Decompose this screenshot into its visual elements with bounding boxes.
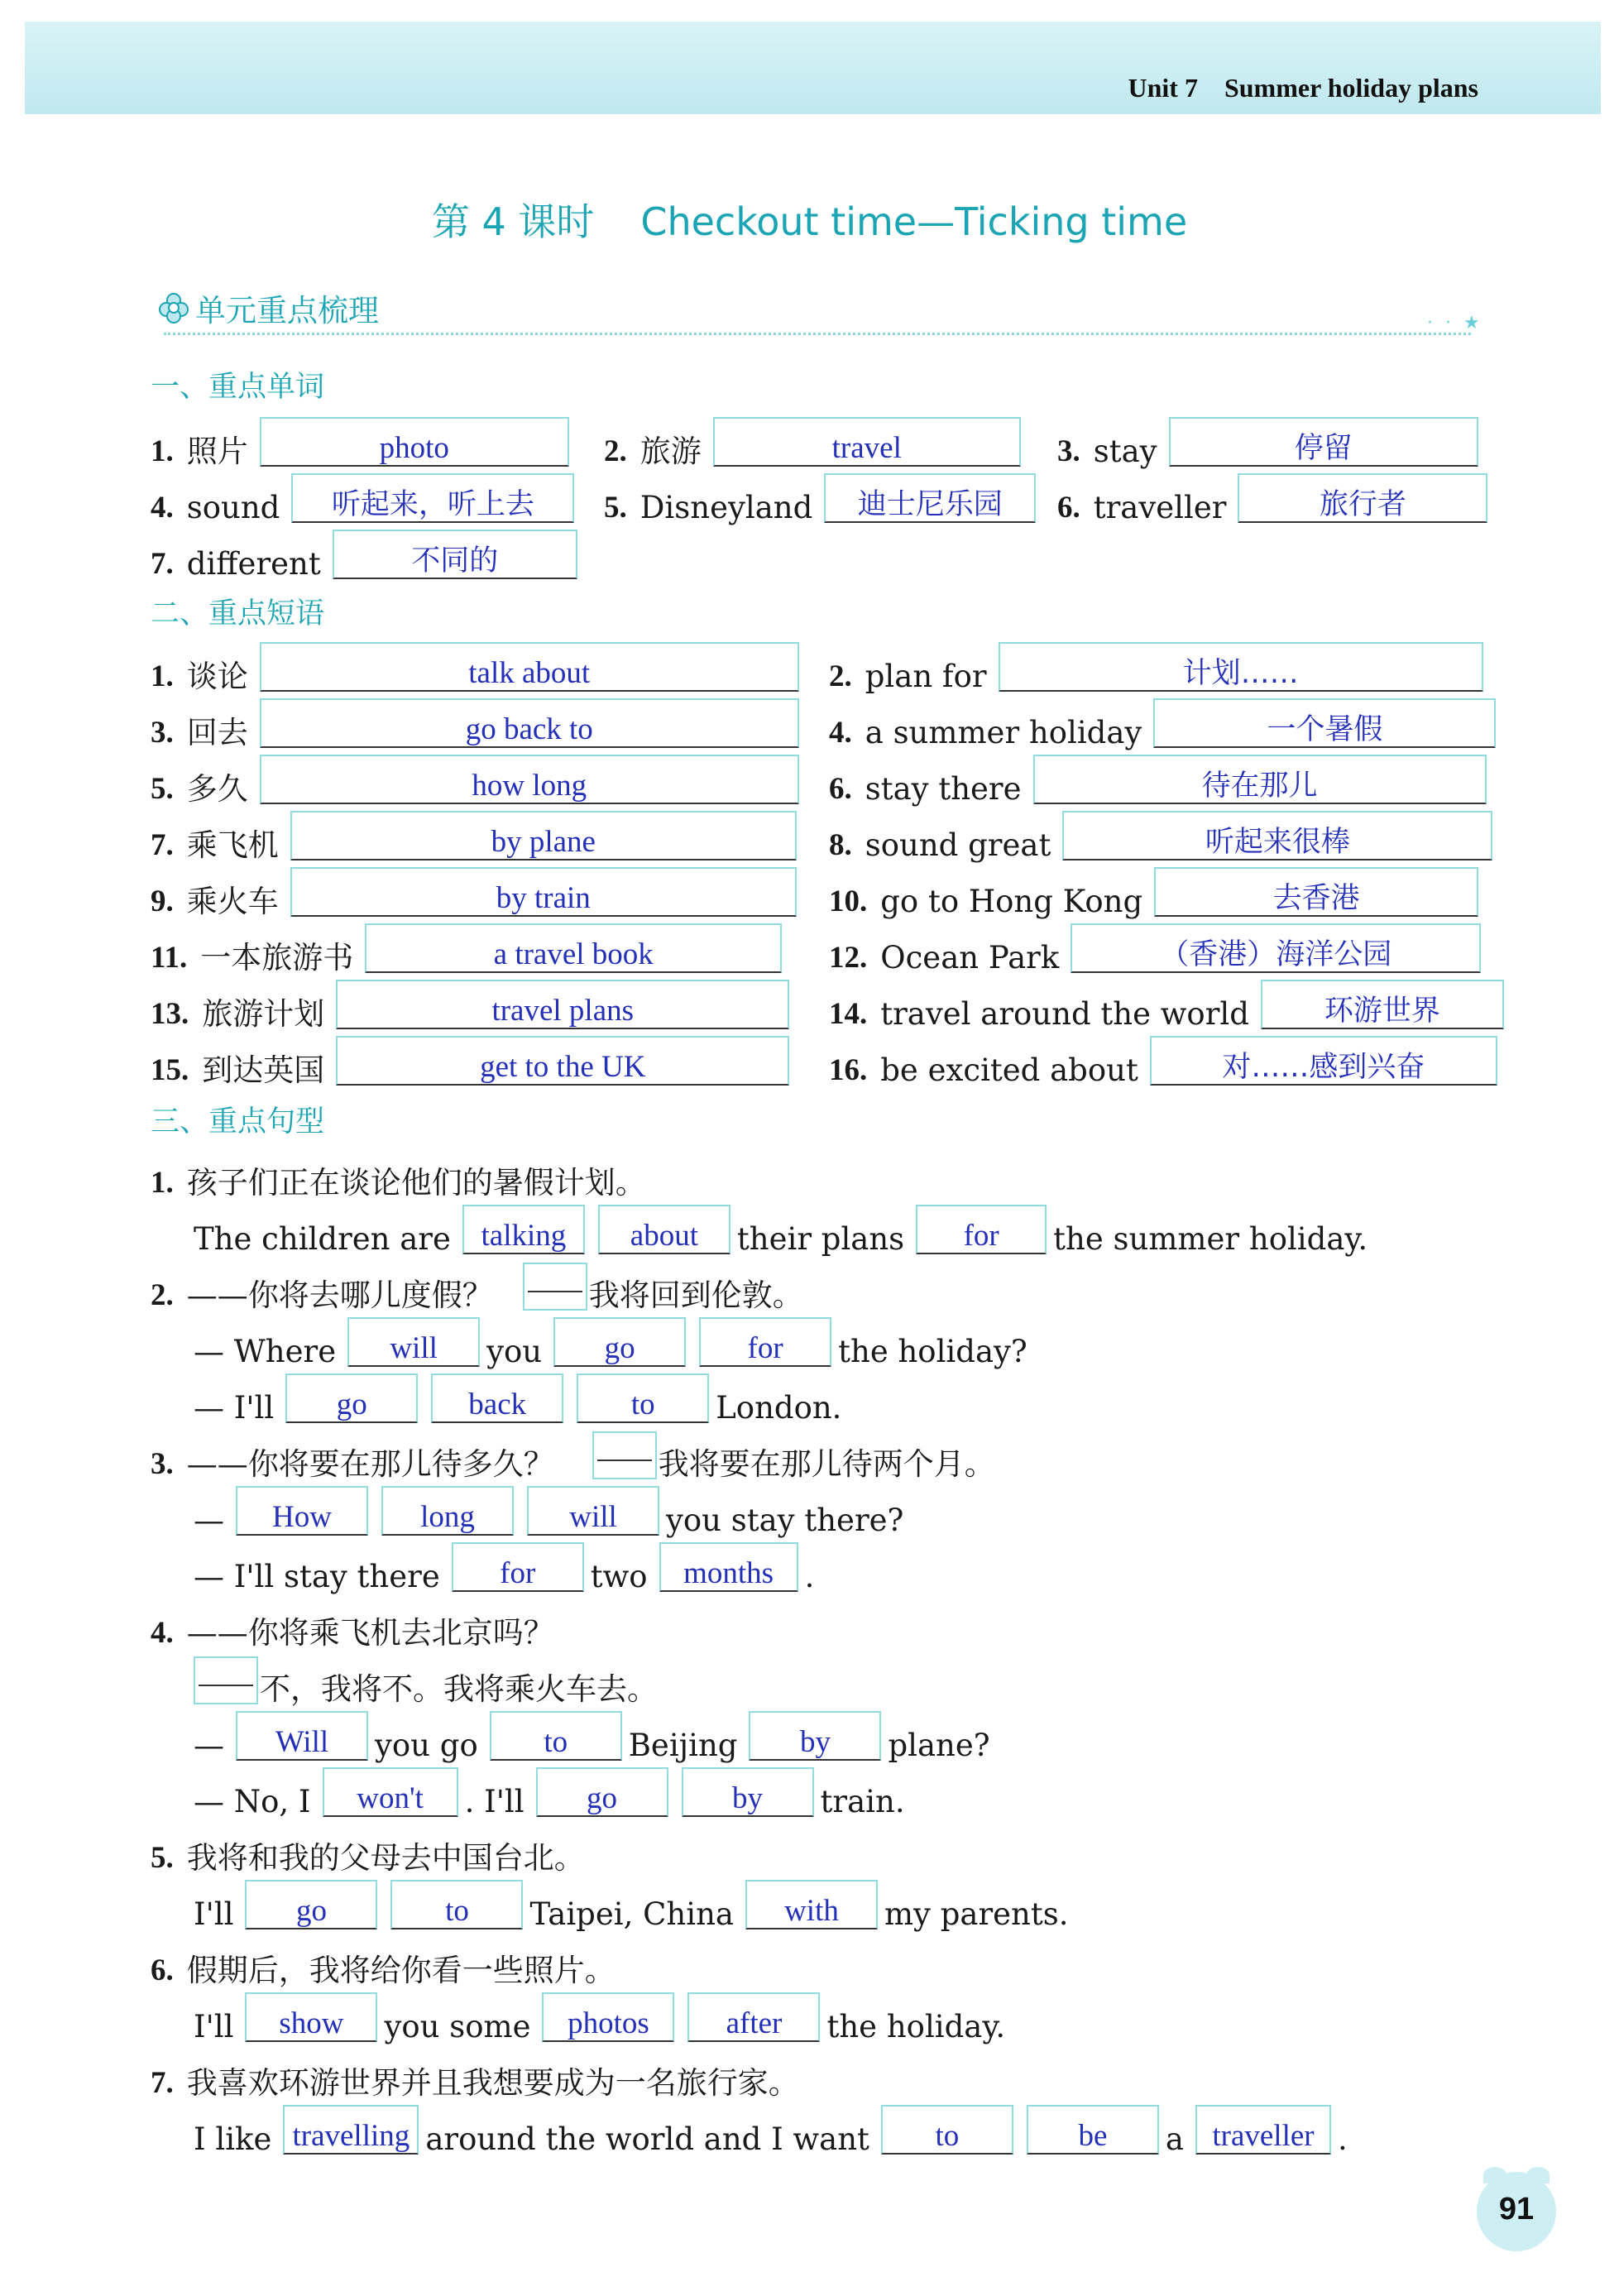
sentence-text: two [590, 1559, 648, 1594]
star-decoration-icon: · · ★ [1427, 313, 1483, 333]
item-prompt: 旅游 [639, 434, 702, 469]
unit-title: Summer holiday plans [1224, 73, 1478, 103]
sentence-text: the holiday. [826, 2009, 1006, 2044]
item-number: 11. [151, 941, 188, 975]
item-number: 1. [151, 1166, 174, 1200]
item-number: 8. [829, 828, 852, 862]
answer-blank[interactable]: to [577, 1373, 709, 1423]
word-item-2 [604, 414, 1027, 467]
chinese-prompt: ——你将去哪儿度假？ [186, 1277, 493, 1313]
page-number: 91 [1498, 2192, 1535, 2226]
section-divider [164, 333, 1471, 335]
sentence-5-cn [151, 1820, 590, 1876]
word-item-7 [151, 526, 584, 582]
phrase-item-10 [829, 864, 1485, 917]
answer-blank[interactable]: 去香港 [1154, 867, 1478, 917]
sentence-2-answer [194, 1370, 846, 1426]
sentence-7-en [194, 2102, 1353, 2155]
sentence-5-en [194, 1877, 1074, 1932]
sentence-3-cn [151, 1426, 1000, 1482]
answer-blank[interactable]: Will [236, 1711, 368, 1761]
answer-blank[interactable]: 一个暑假 [1153, 698, 1496, 748]
phrase-item-7 [151, 808, 803, 863]
sentence-text: Beijing [628, 1728, 738, 1763]
answer-blank[interactable]: back [431, 1373, 563, 1423]
item-prompt: travel around the world [880, 996, 1249, 1032]
word-item-5 [604, 470, 1042, 523]
word-item-1 [151, 414, 576, 467]
sentence-text: — I'll [194, 1390, 275, 1426]
item-prompt: Ocean Park [880, 940, 1060, 975]
flower-icon [157, 291, 190, 324]
answer-blank[interactable]: be [1027, 2105, 1159, 2155]
sentence-text: you [486, 1334, 543, 1369]
answer-blank[interactable]: to [390, 1880, 523, 1929]
phrase-item-3 [151, 695, 806, 748]
sentence-text: . [804, 1559, 815, 1594]
sentence-1-cn [151, 1145, 651, 1201]
answer-blank[interactable]: photos [542, 1992, 674, 2042]
item-prompt: 乘火车 [186, 884, 279, 919]
sentence-6-en [194, 1989, 1010, 2042]
item-prompt: sound [186, 490, 280, 525]
phrase-item-16 [829, 1033, 1504, 1086]
sentence-text: London. [716, 1390, 842, 1426]
page-number-badge [1477, 2172, 1556, 2251]
chinese-prompt: ——你将要在那儿待多久？ [186, 1446, 554, 1482]
phrase-item-11 [151, 920, 788, 973]
phrase-item-1 [151, 639, 806, 692]
item-prompt: stay [1093, 434, 1157, 469]
answer-blank[interactable]: go [245, 1880, 377, 1929]
sentence-text: — [194, 1728, 224, 1763]
item-prompt: Disneyland [639, 490, 813, 525]
item-number: 7. [151, 828, 174, 862]
sentence-text: — Where [194, 1334, 337, 1369]
unit-label: Unit 7 [1128, 73, 1198, 103]
item-number: 6. [1057, 491, 1080, 525]
sentence-text: you stay there? [666, 1503, 904, 1538]
item-number: 2. [829, 659, 852, 693]
item-number: 6. [151, 1953, 174, 1987]
answer-blank[interactable]: go back to [260, 698, 799, 748]
item-number: 9. [151, 884, 174, 918]
part2-heading: 二、重点短语 [151, 597, 325, 630]
answer-blank[interactable]: 旅行者 [1238, 473, 1487, 523]
part3-heading: 三、重点句型 [151, 1105, 325, 1138]
answer-blank[interactable]: about [598, 1205, 730, 1254]
answer-blank[interactable]: for [452, 1542, 584, 1592]
answer-blank[interactable]: photo [260, 417, 569, 467]
chinese-prompt: 假期后，我将给你看一些照片。 [186, 1953, 616, 1988]
item-number: 16. [829, 1053, 868, 1087]
item-prompt: be excited about [880, 1052, 1138, 1088]
sentence-text: I'll [194, 1896, 234, 1932]
sentence-text: plane? [888, 1728, 990, 1763]
item-number: 1. [151, 659, 174, 693]
sentence-1-en [194, 1201, 1372, 1257]
item-number: 1. [151, 434, 174, 468]
phrase-item-12 [829, 920, 1487, 973]
phrase-item-5 [151, 751, 806, 807]
item-number: 7. [151, 547, 174, 581]
item-prompt: traveller [1093, 490, 1227, 525]
chinese-prompt: 我喜欢环游世界并且我想要成为一名旅行家。 [186, 2065, 799, 2101]
answer-blank[interactable]: 环游世界 [1261, 980, 1504, 1029]
sentence-2-question [194, 1314, 1032, 1367]
sentence-text: around the world and I want [425, 2121, 869, 2157]
answer-blank[interactable]: by plane [290, 811, 797, 860]
sentence-text: — [194, 1503, 224, 1538]
answer-blank[interactable]: months [659, 1542, 798, 1592]
dash-mark [194, 1656, 258, 1704]
item-number: 3. [1057, 434, 1080, 468]
sentence-text: a [1165, 2121, 1184, 2157]
item-number: 13. [151, 997, 189, 1031]
item-number: 5. [151, 1841, 174, 1875]
sentence-text: you go [375, 1728, 478, 1763]
sentence-text: . [1337, 2121, 1348, 2157]
sentence-7-cn [151, 2045, 804, 2101]
section-title: 单元重点梳理 [195, 293, 379, 328]
item-prompt: stay there [865, 771, 1022, 807]
sentence-text: Taipei, China [529, 1896, 734, 1932]
sentence-text: the holiday? [838, 1334, 1027, 1369]
sentence-text: I'll [194, 2009, 234, 2044]
phrase-item-15 [151, 1033, 796, 1086]
item-number: 3. [151, 716, 174, 750]
sentence-text: train. [820, 1784, 905, 1819]
chinese-prompt: 我将回到伦敦。 [588, 1277, 803, 1313]
sentence-4-question [194, 1708, 995, 1761]
answer-blank[interactable]: go [285, 1373, 418, 1423]
phrase-item-9 [151, 864, 803, 917]
chinese-prompt: 我将和我的父母去中国台北。 [186, 1840, 585, 1876]
chinese-prompt: ——你将乘飞机去北京吗？ [186, 1615, 554, 1651]
lesson-title [0, 192, 1619, 247]
answer-blank[interactable]: a travel book [365, 923, 782, 973]
sentence-text: you some [384, 2009, 531, 2044]
item-number: 5. [151, 772, 174, 806]
phrase-item-4 [829, 695, 1502, 748]
phrase-item-14 [829, 976, 1511, 1032]
answer-blank[interactable]: go [553, 1317, 686, 1367]
item-prompt: 乘飞机 [186, 827, 279, 863]
item-prompt: 照片 [186, 434, 248, 469]
item-prompt: plan for [865, 659, 987, 694]
sentence-text: . I'll [464, 1784, 524, 1819]
dash-mark [523, 1263, 587, 1311]
sentence-6-cn [151, 1933, 620, 1986]
lesson-name: Checkout time—Ticking time [640, 199, 1188, 244]
item-prompt: 一本旅游书 [200, 940, 354, 975]
sentence-4-cn [151, 1595, 559, 1651]
answer-blank[interactable]: by [682, 1767, 814, 1817]
part1-heading: 一、重点单词 [151, 371, 325, 404]
running-head [1128, 73, 1479, 103]
chinese-prompt: 我将要在那儿待两个月。 [658, 1446, 995, 1482]
section-heading [157, 285, 379, 330]
dash-mark [592, 1431, 657, 1479]
sentence-3-question [194, 1483, 908, 1536]
answer-blank[interactable]: talking [462, 1205, 585, 1254]
sentence-2-cn [151, 1258, 808, 1311]
sentence-text: their plans [736, 1221, 905, 1257]
phrase-item-6 [829, 751, 1493, 807]
answer-blank[interactable]: won't [323, 1767, 458, 1817]
item-prompt: go to Hong Kong [880, 884, 1143, 919]
answer-blank[interactable]: travelling [283, 2105, 419, 2155]
answer-blank[interactable]: by train [290, 867, 797, 917]
item-number: 4. [151, 1616, 174, 1650]
answer-blank[interactable]: travel plans [336, 980, 789, 1029]
phrase-item-8 [829, 808, 1499, 863]
answer-blank[interactable]: How [236, 1486, 368, 1536]
item-prompt: different [186, 546, 321, 582]
answer-blank[interactable]: get to the UK [336, 1036, 789, 1086]
answer-blank[interactable]: show [245, 1992, 377, 2042]
item-prompt: 回去 [186, 715, 248, 750]
answer-blank[interactable]: go [536, 1767, 668, 1817]
answer-blank[interactable]: for [916, 1205, 1047, 1254]
answer-blank[interactable]: 停留 [1169, 417, 1478, 467]
answer-blank[interactable]: 计划…… [999, 642, 1483, 692]
answer-blank[interactable]: travel [713, 417, 1021, 467]
answer-blank[interactable]: with [745, 1880, 878, 1929]
answer-blank[interactable]: 听起来，听上去 [291, 473, 574, 523]
sentence-text: — I'll stay there [194, 1559, 440, 1594]
word-item-4 [151, 470, 581, 523]
sentence-4-answer [194, 1764, 910, 1817]
item-prompt: a summer holiday [865, 715, 1142, 750]
sentence-4-cn-answer [194, 1651, 663, 1707]
sentence-text: my parents. [884, 1896, 1069, 1932]
item-prompt: 到达英国 [202, 1052, 325, 1088]
item-number: 2. [151, 1278, 174, 1312]
answer-blank[interactable]: by [749, 1711, 881, 1761]
word-item-3 [1057, 414, 1485, 467]
chinese-prompt: 不，我将不。我将乘火车去。 [260, 1671, 658, 1707]
answer-blank[interactable]: will [347, 1317, 480, 1367]
answer-blank[interactable]: 待在那儿 [1033, 755, 1487, 804]
word-item-6 [1057, 470, 1494, 523]
lesson-number: 第 4 课时 [431, 199, 595, 244]
sentence-3-answer [194, 1539, 819, 1592]
item-number: 5. [604, 491, 627, 525]
item-number: 6. [829, 772, 852, 806]
chinese-prompt: 孩子们正在谈论他们的暑假计划。 [186, 1165, 646, 1201]
item-number: 12. [829, 941, 868, 975]
item-prompt: sound great [865, 827, 1051, 863]
item-number: 15. [151, 1053, 189, 1087]
answer-blank[interactable]: traveller [1195, 2105, 1331, 2155]
item-prompt: 多久 [186, 771, 248, 807]
answer-blank[interactable]: after [687, 1992, 820, 2042]
sentence-text: I like [194, 2121, 272, 2157]
answer-blank[interactable]: to [490, 1711, 622, 1761]
answer-blank[interactable]: how long [260, 755, 799, 804]
answer-blank[interactable]: talk about [260, 642, 799, 692]
item-number: 3. [151, 1447, 174, 1481]
answer-blank[interactable]: to [881, 2105, 1013, 2155]
phrase-item-2 [829, 639, 1490, 692]
item-number: 2. [604, 434, 627, 468]
sentence-text: — No, I [194, 1784, 311, 1819]
item-prompt: 谈论 [186, 659, 248, 694]
sentence-text: the summer holiday. [1053, 1221, 1368, 1257]
answer-blank[interactable]: 听起来很棒 [1062, 811, 1492, 860]
item-prompt: 旅游计划 [202, 996, 325, 1032]
item-number: 7. [151, 2066, 174, 2100]
item-number: 4. [829, 716, 852, 750]
item-number: 4. [151, 491, 174, 525]
answer-blank[interactable]: 不同的 [333, 530, 577, 579]
item-number: 10. [829, 884, 868, 918]
answer-blank[interactable]: （香港）海洋公园 [1071, 923, 1481, 973]
answer-blank[interactable]: for [699, 1317, 831, 1367]
phrase-item-13 [151, 976, 796, 1032]
answer-blank[interactable]: long [381, 1486, 514, 1536]
item-number: 14. [829, 997, 868, 1031]
sentence-text: The children are [194, 1221, 451, 1257]
answer-blank[interactable]: 迪士尼乐园 [824, 473, 1036, 523]
answer-blank[interactable]: will [527, 1486, 659, 1536]
answer-blank[interactable]: 对……感到兴奋 [1150, 1036, 1497, 1086]
